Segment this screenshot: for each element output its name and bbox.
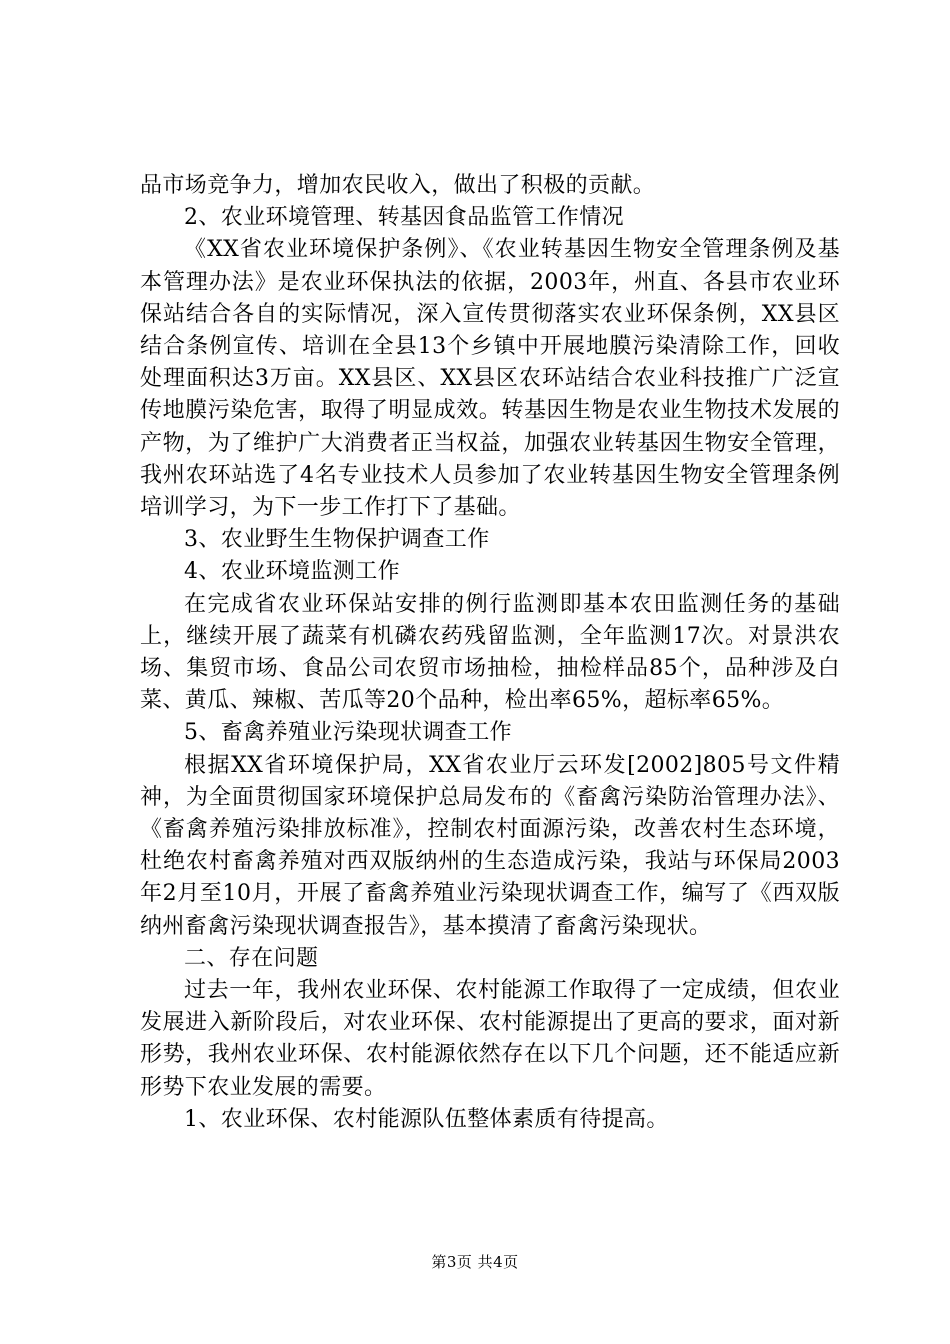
document-body — [140, 170, 840, 1136]
paragraph: 《XX省农业环境保护条例》、《农业转基因生物安全管理条例及基本管理办法》是农业环保执法的依据，2003年，州直、各县市农业环保站结合各自的实际情况，深入宣传贯彻落实农业环保条例，XX县区结合条例宣传、培训在全县13个乡镇中开展地膜污染清除工作，回收处理面积达3万亩。XX县区、XX县区农环站结合农业科技推广广泛宣传地膜污染危害，取得了明显成效。转基因生物是农业生物技术发展的产物，为了维护广大消费者正当权益，加强农业转基因生物安全管理，我州农环站选了4名专业技术人员参加了农业转基因生物安全管理条例培训学习，为下一步工作打下了基础。 — [140, 237, 840, 521]
paragraph: 过去一年，我州农业环保、农村能源工作取得了一定成绩，但农业发展进入新阶段后，对农业环保、农村能源提出了更高的要求，面对新形势，我州农业环保、农村能源依然存在以下几个问题，还不能适应新形势下农业发展的需要。 — [140, 978, 840, 1100]
section-heading-1: 1、农业环保、农村能源队伍整体素质有待提高。 — [184, 1106, 669, 1132]
section-heading-3: 3、农业野生生物保护调查工作 — [184, 527, 490, 553]
section-heading-2: 2、农业环境管理、转基因食品监管工作情况 — [184, 205, 624, 231]
section-heading-problems: 二、存在问题 — [184, 945, 319, 971]
section-heading-4: 4、农业环境监测工作 — [184, 559, 400, 585]
paragraph: 根据XX省环境保护局，XX省农业厅云环发[2002]805号文件精神，为全面贯彻国家环境保护总局发布的《畜禽污染防治管理办法》、《畜禽养殖污染排放标准》，控制农村面源污染，改善农村生态环境，杜绝农村畜禽养殖对西双版纳州的生态造成污染，我站与环保局2003年2月至10月，开展了畜禽养殖业污染现状调查工作，编写了《西双版纳州畜禽污染现状调查报告》，基本摸清了畜禽污染现状。 — [140, 752, 840, 939]
page-number-footer: 第3页 共4页 — [431, 1253, 519, 1271]
paragraph: 在完成省农业环保站安排的例行监测即基本农田监测任务的基础上，继续开展了蔬菜有机磷农药残留监测，全年监测17次。对景洪农场、集贸市场、食品公司农贸市场抽检，抽检样品85个，品种涉及白菜、黄瓜、辣椒、苦瓜等20个品种，检出率65%，超标率65%。 — [140, 591, 840, 714]
section-heading-5: 5、畜禽养殖业污染现状调查工作 — [184, 720, 512, 746]
paragraph-continuation: 品市场竞争力，增加农民收入，做出了积极的贡献。 — [140, 173, 656, 198]
